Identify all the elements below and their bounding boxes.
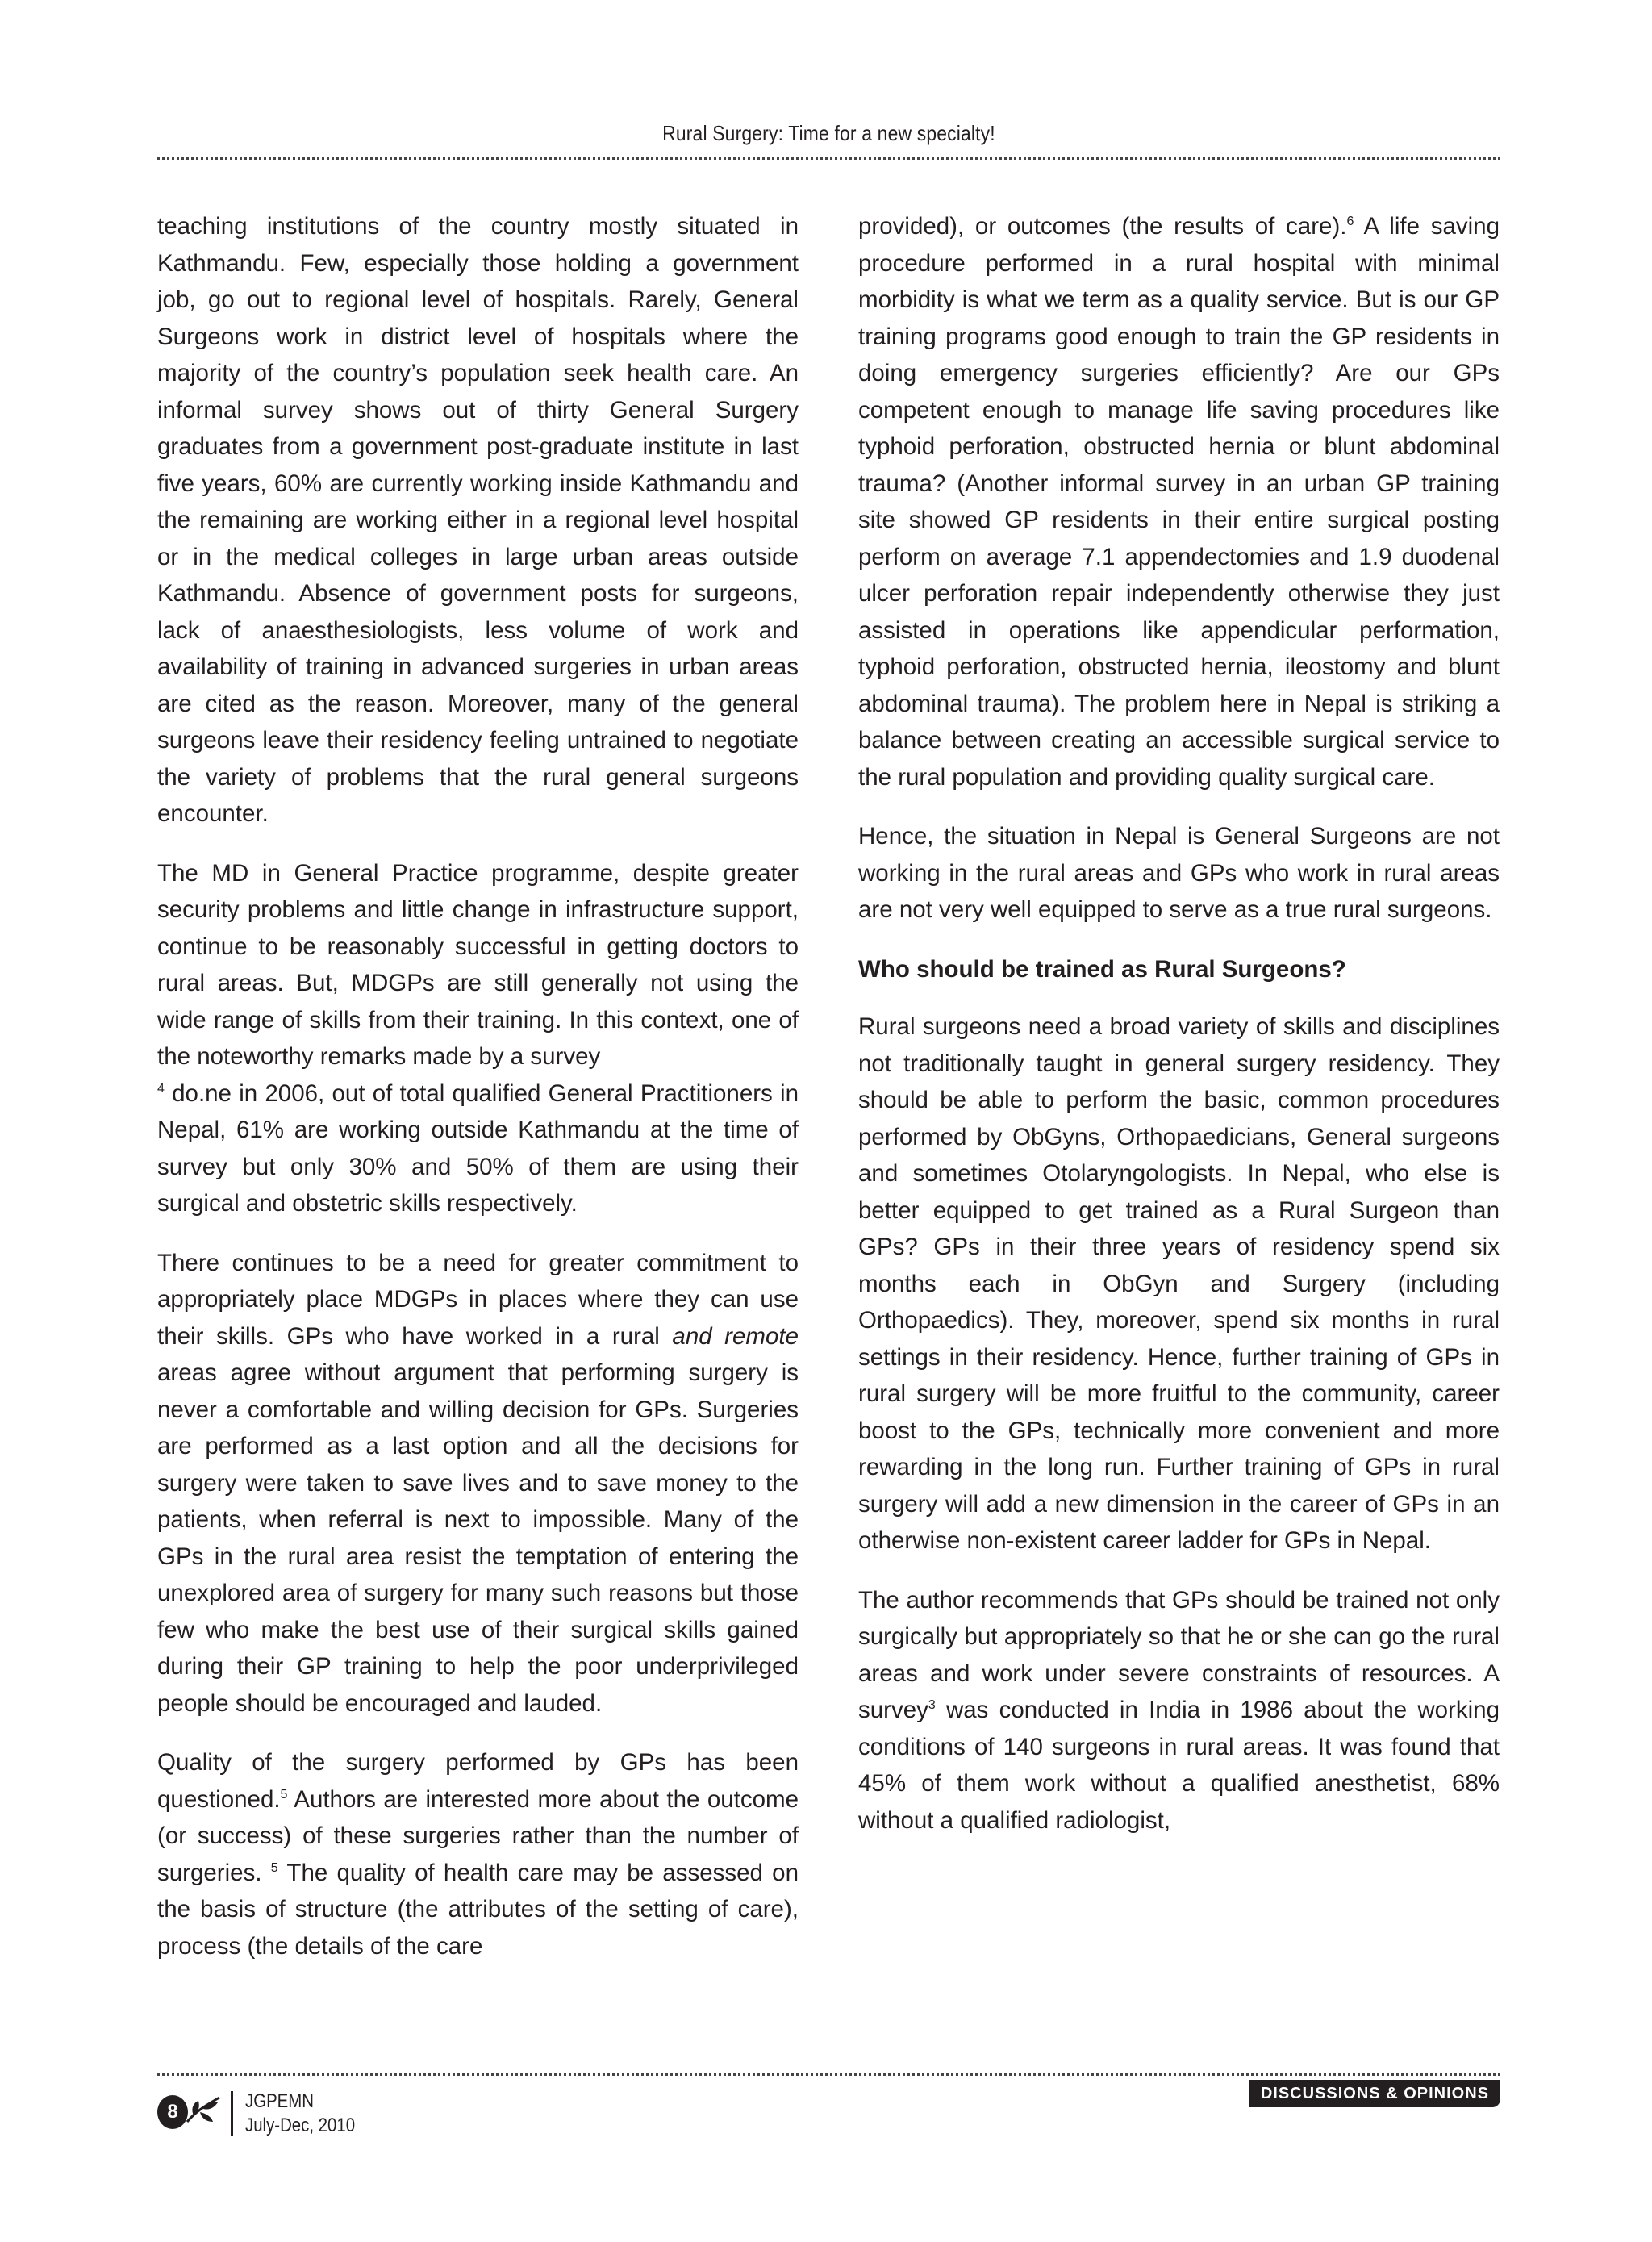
left-column [157, 208, 799, 1987]
paragraph [858, 1008, 1500, 1559]
journal-name: JGPEMN [245, 2090, 315, 2112]
paragraph-text: There continues to be a need for greater commitment to appropriately place MDGPs in places where they can use their skills. GPs who have worked in a rural [157, 1249, 799, 1350]
paragraph-text: Hence, the situation in Nepal is General Surgeons are not working in the rural areas and GPs who work in rural areas are not very well equipped to serve as a true rural surgeons. [858, 823, 1500, 923]
paragraph-text: The author recommends that GPs should be trained not only surgically but appropriately so that he or she can go the rural areas and work under severe constraints of resources. A survey [858, 1586, 1500, 1723]
citation-ref: 6 [1346, 215, 1354, 229]
journal-issue: July-Dec, 2010 [245, 2115, 356, 2136]
footer-divider [157, 2073, 1500, 2076]
page-number: 8 [157, 2095, 188, 2129]
citation-ref: 5 [280, 1787, 288, 1802]
paragraph [157, 855, 799, 1222]
paragraph [157, 208, 799, 833]
paragraph-text: was conducted in India in 1986 about the working conditions of 140 surgeons in rural areas. It was found that 45% of them work without a qualified anesthetist, 68% without a qualified radiologist, [858, 1697, 1500, 1834]
citation-ref: 5 [270, 1860, 278, 1875]
footer-separator [231, 2091, 233, 2136]
section-label: DISCUSSIONS & OPINIONS [1249, 2080, 1500, 2107]
paragraph [858, 208, 1500, 795]
paragraph [157, 1744, 799, 1964]
citation-ref: 4 [157, 1081, 165, 1096]
paragraph-text: do.ne in 2006, out of total qualified General Practitioners in Nepal, 61% are working outside Kathmandu at the time of survey but only 30% and 50% of them are using their surgical and obstetric skills respectively. [157, 1079, 799, 1217]
paragraph-text: The MD in General Practice programme, despite greater security problems and little change in infrastructure support, continue to be reasonably successful in getting doctors to rural areas. But, MDGPs are still generally not using the wide range of skills from their training. In this context, one of the noteworthy remarks made by a survey [157, 859, 799, 1070]
paragraph-text: Quality of the surgery performed by GPs has been questioned. [157, 1749, 799, 1813]
paragraph [858, 818, 1500, 929]
paragraph-text: A life saving procedure performed in a rural hospital with minimal morbidity is what we term as a quality service. But is our GP training programs good enough to train the GP residents in doing emergency surgeries efficiently? Are our GPs competent enough to manage life saving procedures like typhoid perforation, obstructed hernia or blunt abdominal trauma? (Another informal survey in an urban GP training site showed GP residents in their entire surgical posting perform on average 7.1 appendectomies and 1.9 duodenal ulcer perforation repair independently otherwise they just assisted in operations like appendicular performation, typhoid perforation, obstructed hernia, ileostomy and blunt abdominal trauma). The problem here in Nepal is striking a balance between creating an accessible surgical service to the rural population and providing quality surgical care. [858, 213, 1500, 791]
leaf-icon [184, 2093, 224, 2125]
paragraph-text: Rural surgeons need a broad variety of skills and disciplines not traditionally taught in general surgery residency. They should be able to perform the basic, common procedures performed by ObGyns, Orthopaedicians, General surgeons and sometimes Otolaryngologists. In Nepal, who else is better equipped to get trained as a Rural Surgeon than GPs? GPs in their three years of residency spend six months each in ObGyn and Surgery (including Orthopaedics). They, moreover, spend six months in rural settings in their residency. Hence, further training of GPs in rural surgery will be more fruitful to the community, career boost to the GPs, technically more convenient and more rewarding in the long run. Further training of GPs in rural surgery will add a new dimension in the career of GPs in an otherwise non-existent career ladder for GPs in Nepal. [858, 1013, 1500, 1554]
paragraph-text: The quality of health care may be assessed on the basis of structure (the attributes of the setting of care), process (the details of the care [157, 1859, 799, 1960]
right-column [858, 208, 1500, 1861]
header-divider [157, 157, 1500, 160]
section-heading: Who should be trained as Rural Surgeons? [858, 955, 1346, 983]
paragraph [858, 1582, 1500, 1839]
citation-ref: 3 [928, 1698, 936, 1713]
running-title: Rural Surgery: Time for a new specialty! [662, 121, 995, 145]
paragraph-text: provided), or outcomes (the results of care). [858, 213, 1347, 240]
journal-info [245, 2090, 355, 2138]
paragraph [157, 1245, 799, 1722]
paragraph-text: areas agree without argument that performing surgery is never a comfortable and willing decision for GPs. Surgeries are performed as a last option and all the decisions for surgery were taken to save lives and to save money to the patients, when referral is next to impossible. Many of the GPs in the rural area resist the temptation of entering the unexplored area of surgery for many such reasons but those few who make the best use of their surgical skills gained during their GP training to help the poor underprivileged people should be encouraged and lauded. [157, 1359, 799, 1717]
paragraph-text: teaching institutions of the country mostly situated in Kathmandu. Few, especially those holding a government job, go out to regional level of hospitals. Rarely, General Surgeons work in district level of hospitals where the majority of the country’s population seek health care. An informal survey shows out of thirty General Surgery graduates from a government post-graduate institute in last five years, 60% are currently working inside Kathmandu and the remaining are working either in a regional level hospital or in the medical colleges in large urban areas outside Kathmandu. Absence of government posts for surgeons, lack of anaesthesiologists, less volume of work and availability of training in advanced surgeries in urban areas are cited as the reason. Moreover, many of the general surgeons leave their residency feeling untrained to negotiate the variety of problems that the rural general surgeons encounter. [157, 213, 799, 827]
emphasis-text: and remote [672, 1322, 799, 1350]
paragraph-text: Authors are interested more about the outcome (or success) of these surgeries rather than the number of surgeries. [157, 1785, 799, 1886]
